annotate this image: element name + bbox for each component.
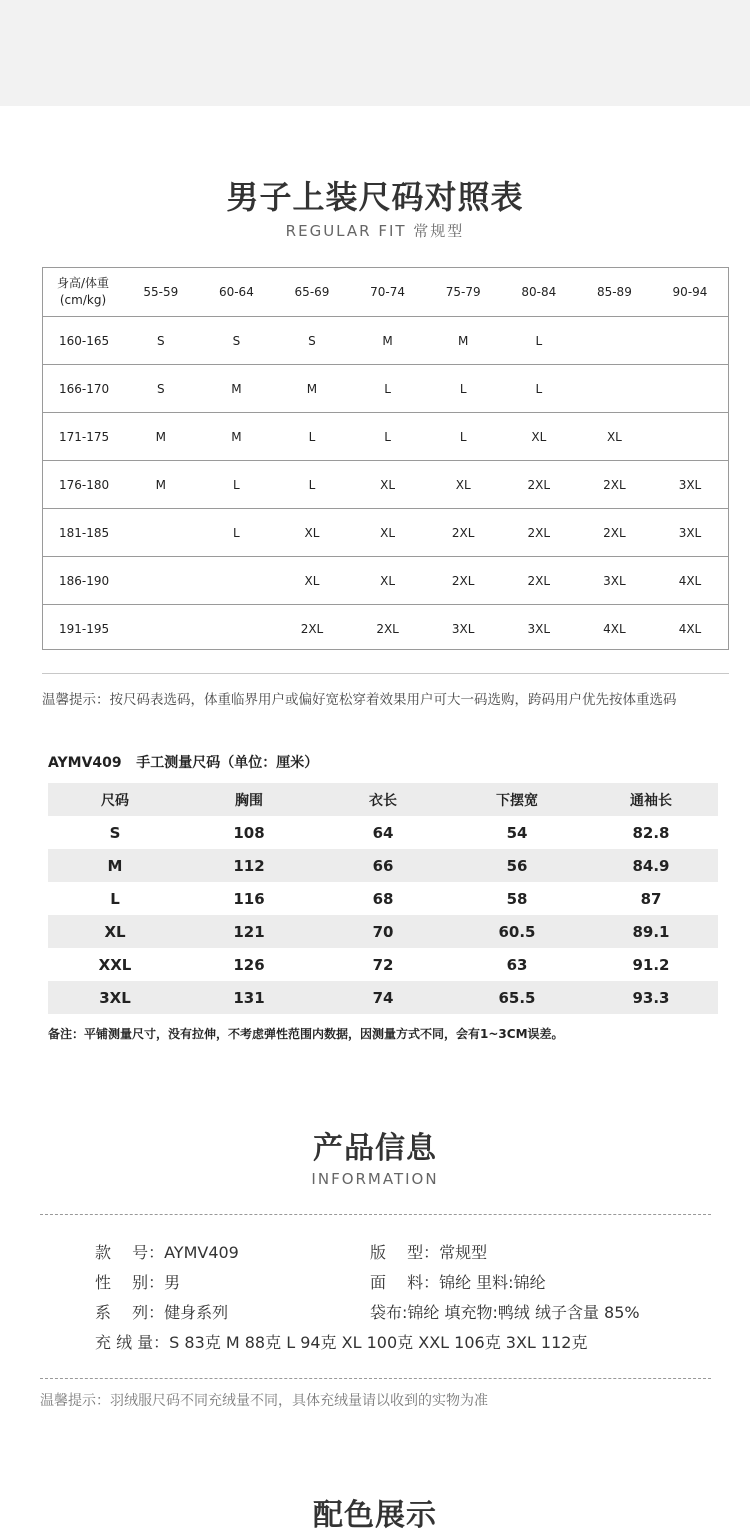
measure-cell: 108 <box>233 823 265 842</box>
size-cell <box>123 557 199 604</box>
size-cell <box>199 557 275 604</box>
measure-cell: 58 <box>506 889 528 908</box>
measure-cell: L <box>110 889 120 908</box>
measure-table-title: AYMV409 手工测量尺码（单位：厘米） <box>48 755 319 771</box>
weight-column-header: 70-74 <box>370 285 406 299</box>
info-style-no: 款 号：AYMV409 <box>95 1243 239 1262</box>
size-cell: 4XL <box>678 573 702 588</box>
size-cell: 2XL <box>603 525 626 540</box>
size-chart-row <box>43 556 728 604</box>
height-cell: 171-175 <box>59 429 110 444</box>
measure-cell: XXL <box>98 955 132 974</box>
size-cell: XL <box>606 429 622 444</box>
size-chart-row <box>43 460 728 508</box>
measure-cell: 63 <box>506 955 528 974</box>
measure-row <box>48 849 718 882</box>
size-chart-row <box>43 604 728 652</box>
size-tip: 温馨提示：按尺码表选码，体重临界用户或偏好宽松穿着效果用户可大一码选购，跨码用户优先按体重选码 <box>42 692 677 708</box>
measure-cell: 56 <box>506 856 528 875</box>
size-cell: 3XL <box>603 573 626 588</box>
info-fit: 版 型：常规型 <box>370 1243 488 1262</box>
measure-cell: 尺码 <box>101 792 129 809</box>
size-cell: L <box>384 429 391 444</box>
size-cell: M <box>155 477 166 492</box>
size-cell: M <box>382 333 393 348</box>
info-fabric: 面 料：锦纶 里料:锦纶 <box>370 1273 546 1292</box>
size-cell: L <box>384 381 391 396</box>
height-cell: 181-185 <box>59 525 110 540</box>
size-cell <box>199 605 275 652</box>
measure-cell: M <box>107 856 123 875</box>
size-cell <box>652 365 728 412</box>
measure-cell: 54 <box>506 823 528 842</box>
measure-cell: 112 <box>233 856 265 875</box>
size-cell: L <box>535 381 543 396</box>
height-cell: 176-180 <box>59 477 110 492</box>
size-chart-row <box>43 316 728 364</box>
measure-cell: 131 <box>233 988 265 1007</box>
info-fill-weight: 充 绒 量：S 83克 M 88克 L 94克 XL 100克 XXL 106克 3XL 112克 <box>95 1333 588 1352</box>
weight-column-header: 85-89 <box>596 285 632 299</box>
measure-cell: 胸围 <box>235 792 263 809</box>
size-cell: S <box>232 333 241 348</box>
measure-row <box>48 948 718 981</box>
measure-cell: 84.9 <box>632 856 670 875</box>
measure-table <box>48 783 718 1014</box>
info-tip: 温馨提示：羽绒服尺码不同充绒量不同，具体充绒量请以收到的实物为准 <box>40 1393 488 1409</box>
size-chart-header-row <box>43 268 728 316</box>
size-cell <box>652 413 728 460</box>
size-cell: 3XL <box>678 477 702 492</box>
size-cell: 2XL <box>451 525 475 540</box>
measure-cell: 衣长 <box>369 792 397 809</box>
size-cell: S <box>156 333 165 348</box>
measure-row <box>48 882 718 915</box>
size-cell: 2XL <box>451 573 475 588</box>
weight-column-header: 75-79 <box>445 285 481 299</box>
weight-column-header: 90-94 <box>672 285 708 299</box>
measure-cell: 72 <box>372 955 394 974</box>
measure-cell: 126 <box>233 955 265 974</box>
height-weight-label <box>57 275 109 309</box>
size-cell: 4XL <box>603 621 626 636</box>
info-filling: 袋布:锦纶 填充物:鸭绒 绒子含量 85% <box>370 1303 640 1322</box>
size-cell: 2XL <box>603 477 626 492</box>
info-title: 产品信息 <box>313 1131 437 1166</box>
divider <box>42 673 729 674</box>
size-cell: 2XL <box>527 477 551 492</box>
measure-row <box>48 816 718 849</box>
size-chart-title: 男子上装尺码对照表 <box>226 178 524 216</box>
size-cell: 3XL <box>678 525 702 540</box>
size-cell: XL <box>380 573 396 588</box>
weight-column-header: 55-59 <box>143 285 179 299</box>
measure-cell: 74 <box>372 988 394 1007</box>
size-cell: XL <box>380 477 396 492</box>
size-cell: XL <box>531 429 547 444</box>
size-cell: 4XL <box>678 621 702 636</box>
size-cell: L <box>535 333 543 348</box>
measure-cell: 116 <box>233 889 265 908</box>
size-cell <box>123 509 199 556</box>
size-cell <box>123 605 199 652</box>
size-cell: M <box>231 381 242 396</box>
measure-cell: 64 <box>372 823 394 842</box>
size-chart-row <box>43 364 728 412</box>
dotted-divider <box>40 1378 711 1379</box>
size-cell: 2XL <box>527 525 551 540</box>
measure-header-row <box>48 783 718 816</box>
size-cell: M <box>306 381 318 396</box>
info-subtitle: INFORMATION <box>311 1170 439 1188</box>
info-series: 系 列：健身系列 <box>95 1303 229 1322</box>
corner-label-line: 身高/体重 <box>56 276 110 290</box>
measure-note: 备注：平铺测量尺寸，没有拉伸，不考虑弹性范围内数据，因测量方式不同，会有1~3CM误差。 <box>48 1027 564 1041</box>
size-cell: XL <box>304 525 320 540</box>
corner-label-line: (cm/kg) <box>59 293 107 307</box>
size-cell: L <box>233 525 240 540</box>
size-cell: 2XL <box>527 573 551 588</box>
measure-cell: 65.5 <box>498 988 536 1007</box>
measure-cell: 121 <box>233 922 265 941</box>
measure-cell: 89.1 <box>632 922 670 941</box>
height-cell: 160-165 <box>59 333 110 348</box>
weight-column-header: 60-64 <box>218 285 254 299</box>
chart-corner-label <box>43 268 123 316</box>
measure-row <box>48 915 718 948</box>
measure-row <box>48 981 718 1014</box>
weight-column-header: 65-69 <box>294 285 330 299</box>
measure-cell: 66 <box>372 856 394 875</box>
measure-cell: XL <box>104 922 126 941</box>
size-cell: L <box>233 477 240 492</box>
colors-title: 配色展示 <box>313 1498 437 1532</box>
size-cell: L <box>308 477 316 492</box>
size-chart-row <box>43 412 728 460</box>
measure-cell: 91.2 <box>632 955 670 974</box>
size-cell: 2XL <box>376 621 399 636</box>
size-cell: S <box>156 381 165 396</box>
size-cell: M <box>155 429 166 444</box>
height-cell: 166-170 <box>59 381 110 396</box>
weight-column-header: 80-84 <box>521 285 557 299</box>
size-chart-row <box>43 508 728 556</box>
top-banner-area <box>0 0 750 106</box>
measure-cell: 下摆宽 <box>496 792 538 809</box>
measure-cell: 3XL <box>99 988 131 1007</box>
size-cell: 3XL <box>527 621 551 636</box>
size-cell: 2XL <box>300 621 324 636</box>
size-cell: L <box>308 429 316 444</box>
size-cell: XL <box>380 525 396 540</box>
size-cell: 3XL <box>451 621 475 636</box>
size-chart-table <box>42 267 729 650</box>
size-cell: L <box>459 429 467 444</box>
size-cell: XL <box>455 477 471 492</box>
measure-cell: S <box>109 823 121 842</box>
measure-cell: 70 <box>372 922 394 941</box>
size-cell <box>577 365 653 412</box>
measure-cell: 82.8 <box>632 823 670 842</box>
measure-cell: 68 <box>372 889 394 908</box>
dotted-divider <box>40 1214 711 1215</box>
height-cell: 186-190 <box>59 573 110 588</box>
size-cell: M <box>231 429 242 444</box>
size-cell: XL <box>304 573 320 588</box>
size-cell <box>577 317 653 364</box>
measure-cell: 60.5 <box>498 922 536 941</box>
measure-cell: 93.3 <box>632 988 670 1007</box>
size-cell: S <box>308 333 316 348</box>
size-chart-subtitle: REGULAR FIT 常规型 <box>285 222 465 240</box>
height-cell: 191-195 <box>59 621 110 636</box>
size-cell: M <box>458 333 469 348</box>
size-cell: L <box>459 381 467 396</box>
measure-cell: 通袖长 <box>630 792 672 809</box>
info-gender: 性 别：男 <box>95 1273 181 1292</box>
size-cell <box>652 317 728 364</box>
measure-cell: 87 <box>640 889 662 908</box>
